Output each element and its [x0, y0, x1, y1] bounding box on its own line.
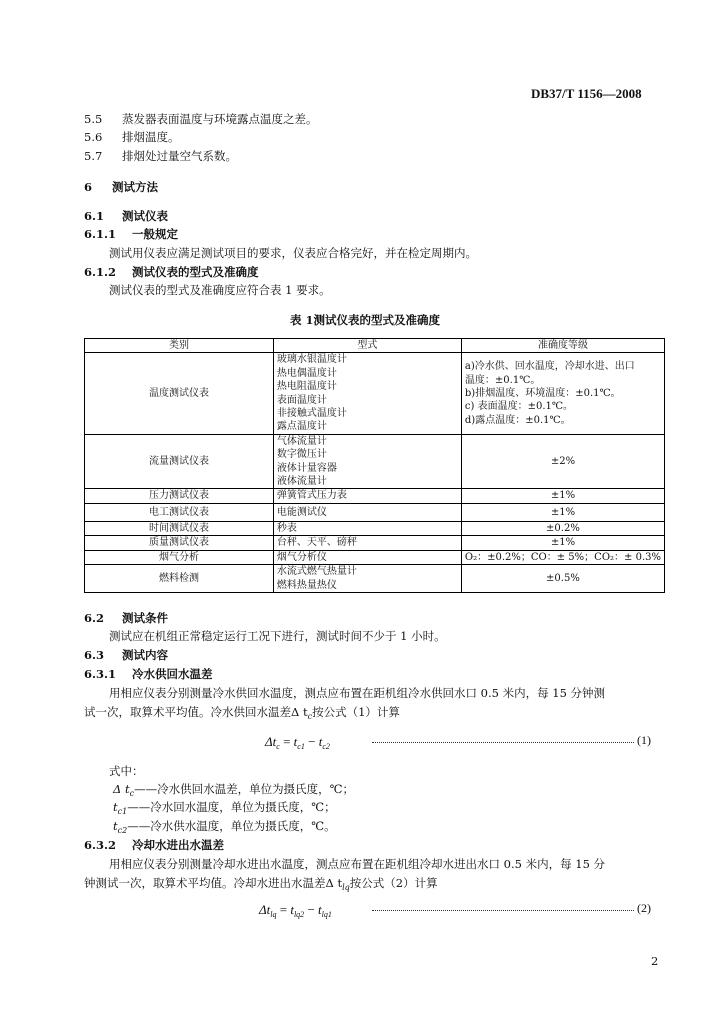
accuracy-line: a)冷水供、回水温度，冷却水进、出口	[464, 361, 635, 373]
formula-minus: −	[307, 902, 315, 917]
section-6-3-2-heading	[84, 838, 224, 852]
type-item: 热电阻温度计	[276, 381, 337, 393]
row-category: 燃料检测	[85, 565, 274, 593]
formula-term: t	[290, 902, 294, 917]
section-title: 一般规定	[132, 227, 178, 241]
row-types	[273, 434, 461, 489]
type-item: 液体流量计	[276, 476, 327, 488]
formula-term: t	[318, 734, 323, 749]
section-number: 6.1.1	[84, 227, 117, 241]
table-row	[85, 353, 665, 434]
page-number: 2	[651, 954, 659, 968]
item-number: 5.5	[84, 112, 103, 126]
row-accuracy: ±1%	[461, 489, 664, 503]
def-subscript: c1	[117, 807, 128, 816]
section-6-heading	[84, 180, 158, 194]
section-6-1-1-body: 测试用仪表应满足测试项目的要求，仪表应合格完好，并在检定周期内。	[109, 246, 477, 260]
row-category: 压力测试仪表	[85, 489, 274, 503]
row-category: 烟气分析	[85, 550, 274, 564]
item-5-5	[84, 112, 318, 126]
formula-subscript: c1	[297, 742, 305, 751]
table-row	[85, 434, 665, 489]
body-text: 钟测试一次，取算术平均值。冷却水进出水温差Δ t	[84, 876, 343, 890]
row-category: 流量测试仪表	[85, 434, 274, 489]
type-item: 水流式燃气热量计	[276, 566, 357, 578]
formula-leader-dots	[372, 742, 634, 743]
formula-leader-dots	[372, 910, 634, 911]
row-types: 电能测试仪	[273, 503, 461, 521]
def-subscript: c	[129, 789, 135, 798]
instrument-table	[84, 338, 665, 593]
section-6-3-1-line1: 用相应仪表分别测量冷水供回水温度，测点应布置在距机组冷水供回水口 0.5 米内，每 15 分钟测	[109, 686, 606, 700]
formula-1	[265, 734, 330, 751]
type-item: 热电偶温度计	[276, 367, 337, 379]
table-header-row	[85, 339, 665, 353]
section-title: 测试仪表的型式及准确度	[132, 265, 259, 279]
type-item: 液体计量容器	[276, 462, 337, 474]
section-title: 冷却水进出水温差	[132, 838, 224, 852]
table-row	[85, 565, 665, 593]
section-title: 测试方法	[112, 180, 158, 194]
formula-subscript: lq2	[293, 910, 305, 919]
section-6-3-1-line2	[84, 705, 400, 724]
section-6-3-2-line1: 用相应仪表分别测量冷却水进出水温度，测点应布置在距机组冷却水进出水口 0.5 米内，每 15 分	[109, 857, 606, 871]
row-category: 温度测试仪表	[85, 353, 274, 434]
definition-3	[113, 819, 336, 838]
header-category: 类别	[85, 339, 274, 353]
formula-subscript: c	[276, 742, 280, 751]
formula-term: t	[293, 734, 298, 749]
def-subscript: c2	[117, 826, 128, 835]
type-item: 表面温度计	[276, 394, 327, 406]
section-6-2-heading	[84, 611, 168, 625]
section-number: 6.1.2	[84, 265, 117, 279]
item-number: 5.7	[84, 149, 103, 163]
formula-equals: =	[283, 734, 291, 749]
accuracy-line: c) 表面温度：±0.1℃。	[464, 401, 574, 413]
body-text: 试一次，取算术平均值。冷水供回水温差Δ t	[84, 705, 308, 719]
equation-number: (1)	[637, 733, 651, 747]
row-accuracy: O₂：±0.2%；CO：± 5%；CO₂：± 0.3%	[461, 550, 664, 564]
section-6-2-body: 测试应在机组正常稳定运行工况下进行，测试时间不少于 1 小时。	[109, 629, 446, 643]
section-title: 测试内容	[122, 648, 168, 662]
item-5-7	[84, 149, 237, 163]
section-number: 6.2	[84, 611, 105, 625]
where-label: 式中：	[109, 764, 144, 778]
section-6-3-1-heading	[84, 667, 213, 681]
item-5-6	[84, 130, 180, 144]
formula-minus: −	[308, 734, 316, 749]
accuracy-line: d)露点温度：±0.1℃。	[464, 414, 571, 426]
formula-term: t	[318, 902, 322, 917]
section-6-1-1-heading	[84, 227, 178, 241]
row-accuracy: ±2%	[461, 434, 664, 489]
section-number: 6	[84, 180, 93, 194]
row-types: 台秤、天平、磅秤	[273, 536, 461, 550]
type-item: 玻璃水银温度计	[276, 354, 347, 366]
row-category: 时间测试仪表	[85, 521, 274, 535]
row-types: 烟气分析仪	[273, 550, 461, 564]
table-caption: 表 1测试仪表的型式及准确度	[290, 313, 441, 327]
table-row	[85, 550, 665, 564]
formula-equals: =	[279, 902, 288, 917]
row-accuracy: ±1%	[461, 503, 664, 521]
formula-2	[259, 902, 332, 919]
item-text: 排烟处过量空气系数。	[122, 149, 237, 163]
section-number: 6.3.2	[84, 838, 117, 852]
table-row	[85, 536, 665, 550]
item-text: 排烟温度。	[122, 130, 180, 144]
row-types: 秒表	[273, 521, 461, 535]
def-text: ——冷水供水温度，单位为摄氏度，℃。	[127, 819, 336, 833]
accuracy-line: b)排烟温度、环境温度：±0.1℃。	[464, 387, 621, 399]
formula-subscript: c2	[322, 742, 330, 751]
type-item: 气体流量计	[276, 435, 327, 447]
def-symbol: t	[113, 819, 118, 833]
row-accuracy: ±0.2%	[461, 521, 664, 535]
formula-lhs: Δt	[259, 902, 271, 917]
formula-subscript: lq	[270, 910, 277, 919]
row-category: 电工测试仪表	[85, 503, 274, 521]
section-6-1-2-heading	[84, 265, 259, 279]
definition-1	[113, 782, 354, 801]
header-type: 型式	[273, 339, 461, 353]
section-6-1-heading	[84, 209, 168, 223]
section-title: 测试仪表	[122, 209, 168, 223]
body-text: 按公式（2）计算	[349, 876, 438, 890]
row-category: 质量测试仪表	[85, 536, 274, 550]
section-number: 6.3	[84, 648, 105, 662]
formula-subscript: lq1	[321, 910, 332, 919]
row-accuracy: ±1%	[461, 536, 664, 550]
doc-code: DB37/T 1156—2008	[531, 86, 642, 101]
section-title: 冷水供回水温差	[132, 667, 213, 681]
section-number: 6.3.1	[84, 667, 117, 681]
table-row	[85, 503, 665, 521]
section-6-1-2-body: 测试仪表的型式及准确度应符合表 1 要求。	[109, 283, 331, 297]
def-symbol: t	[113, 800, 118, 814]
type-item: 非接触式温度计	[276, 408, 347, 420]
row-accuracy: ±0.5%	[461, 565, 664, 593]
equation-number: (2)	[637, 901, 651, 915]
section-title: 测试条件	[122, 611, 168, 625]
body-text: 按公式（1）计算	[312, 705, 400, 719]
def-text: ——冷水回水温度，单位为摄氏度，℃；	[127, 800, 336, 814]
section-6-3-2-line2	[84, 876, 438, 895]
row-types: 弹簧管式压力表	[273, 489, 461, 503]
symbol-subscript: c	[307, 712, 313, 721]
def-symbol: Δ t	[113, 782, 130, 796]
row-accuracy	[461, 353, 664, 434]
row-types	[273, 353, 461, 434]
header-accuracy: 准确度等级	[461, 339, 664, 353]
row-types	[273, 565, 461, 593]
table-row	[85, 521, 665, 535]
definition-2	[113, 800, 336, 819]
item-text: 蒸发器表面温度与环境露点温度之差。	[122, 112, 318, 126]
type-item: 数字微压计	[276, 449, 327, 461]
section-number: 6.1	[84, 209, 105, 223]
section-6-3-heading	[84, 648, 168, 662]
symbol-subscript: lq	[342, 883, 350, 892]
item-number: 5.6	[84, 130, 103, 144]
formula-lhs: Δt	[265, 734, 277, 749]
accuracy-line: 温度：±0.1℃。	[464, 374, 541, 386]
table-row	[85, 489, 665, 503]
type-item: 露点温度计	[276, 421, 327, 433]
type-item: 燃料热量热仪	[276, 579, 337, 591]
def-text: ——冷水供回水温差，单位为摄氏度，℃；	[134, 782, 354, 796]
